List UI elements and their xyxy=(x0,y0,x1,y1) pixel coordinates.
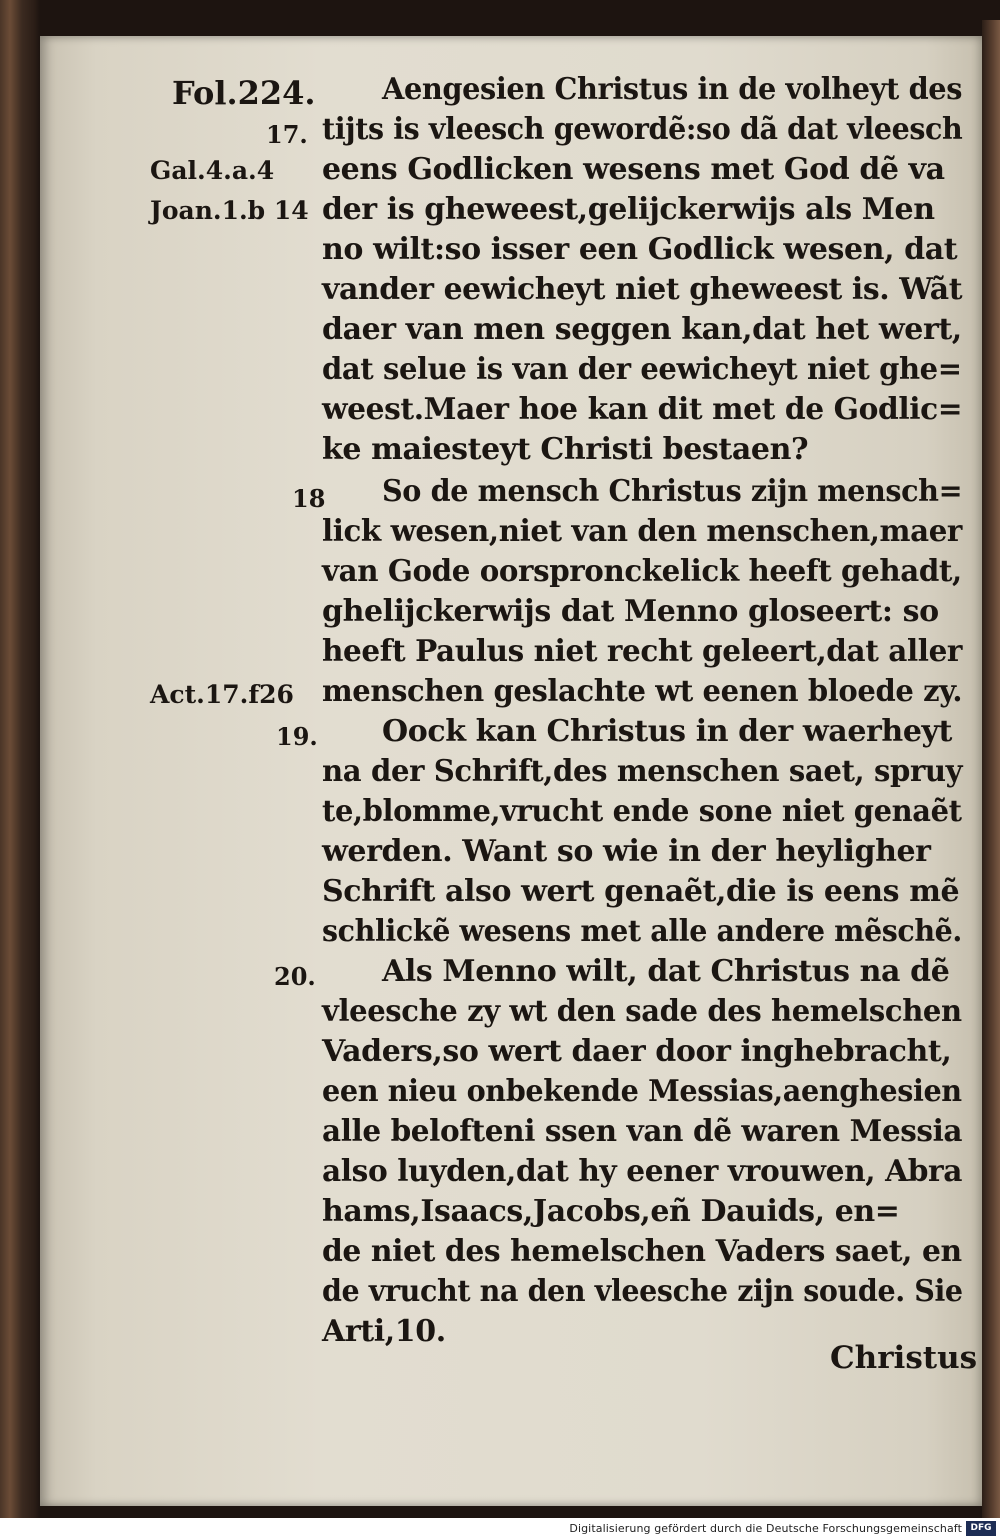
margin-ref-joan: Joan.1.b 14 xyxy=(150,196,309,225)
text-line: werden. Want so wie in der heyligher xyxy=(322,834,931,869)
text-line: ghelijckerwijs dat Menno gloseert: so xyxy=(322,594,939,629)
text-line: Als Menno wilt, dat Christus na dẽ xyxy=(382,954,950,989)
margin-ref-act: Act.17.f26 xyxy=(150,680,294,709)
text-line: ke maiesteyt Christi bestaen? xyxy=(322,432,809,467)
text-line: vander eewicheyt niet gheweest is. Wãt xyxy=(322,272,963,307)
text-line: te,blomme,vrucht ende sone niet genaẽt xyxy=(322,794,962,829)
catchword: Christus xyxy=(830,1340,978,1376)
dfg-logo: DFG xyxy=(966,1521,996,1536)
text-line: tijts is vleesch gewordẽ:so dã dat vleesch xyxy=(322,112,963,147)
text-line: schlickẽ wesens met alle andere mẽschẽ. xyxy=(322,914,962,949)
text-line: alle belofteni ssen van dẽ waren Messia xyxy=(322,1114,963,1149)
margin-number-18: 18 xyxy=(292,484,326,513)
text-line: Vaders,so wert daer door inghebracht, xyxy=(322,1034,952,1069)
text-line: heeft Paulus niet recht geleert,dat aller xyxy=(322,634,963,669)
folio-number: Fol.224. xyxy=(172,74,316,112)
text-line: So de mensch Christus zijn mensch= xyxy=(382,474,963,509)
margin-number-20: 20. xyxy=(274,962,316,991)
text-line: Oock kan Christus in der waerheyt xyxy=(382,714,953,749)
margin-ref-gal: Gal.4.a.4 xyxy=(150,156,275,185)
text-line: menschen geslachte wt eenen bloede zy. xyxy=(322,674,963,709)
footer-bar xyxy=(0,1518,1000,1540)
text-line: lick wesen,niet van den menschen,maer xyxy=(322,514,962,549)
text-line: na der Schrift,des menschen saet, spruy xyxy=(322,754,963,789)
text-line: de niet des hemelschen Vaders saet, en xyxy=(322,1234,962,1269)
text-line: daer van men seggen kan,dat het wert, xyxy=(322,312,962,347)
funding-credit: Digitalisierung gefördert durch die Deutsche Forschungsgemeinschaft xyxy=(569,1522,962,1535)
text-line: weest.Maer hoe kan dit met de Godlic= xyxy=(322,392,963,427)
text-line: hams,Isaacs,Jacobs,eñ Dauids, en= xyxy=(322,1194,900,1229)
book-right-edge xyxy=(982,20,1000,1518)
text-line: Schrift also wert genaẽt,die is eens mẽ xyxy=(322,874,960,909)
text-line: Arti,10. xyxy=(322,1314,446,1349)
text-line: also luyden,dat hy eener vrouwen, Abra xyxy=(322,1154,963,1189)
margin-number-17: 17. xyxy=(266,120,308,149)
text-line: Aengesien Christus in de volheyt des xyxy=(382,72,963,107)
text-line: de vrucht na den vleesche zijn soude. Sie xyxy=(322,1274,963,1309)
text-line: no wilt:so isser een Godlick wesen, dat xyxy=(322,232,958,267)
text-line: van Gode oorspronckelick heeft gehadt, xyxy=(322,554,962,589)
text-line: dat selue is van der eewicheyt niet ghe= xyxy=(322,352,962,387)
text-line: eens Godlicken wesens met God dẽ va xyxy=(322,152,945,187)
text-line: vleesche zy wt den sade des hemelschen xyxy=(322,994,962,1029)
text-line: der is gheweest,gelijckerwijs als Men xyxy=(322,192,935,227)
text-line: een nieu onbekende Messias,aenghesien xyxy=(322,1074,962,1109)
margin-number-19: 19. xyxy=(276,722,318,751)
